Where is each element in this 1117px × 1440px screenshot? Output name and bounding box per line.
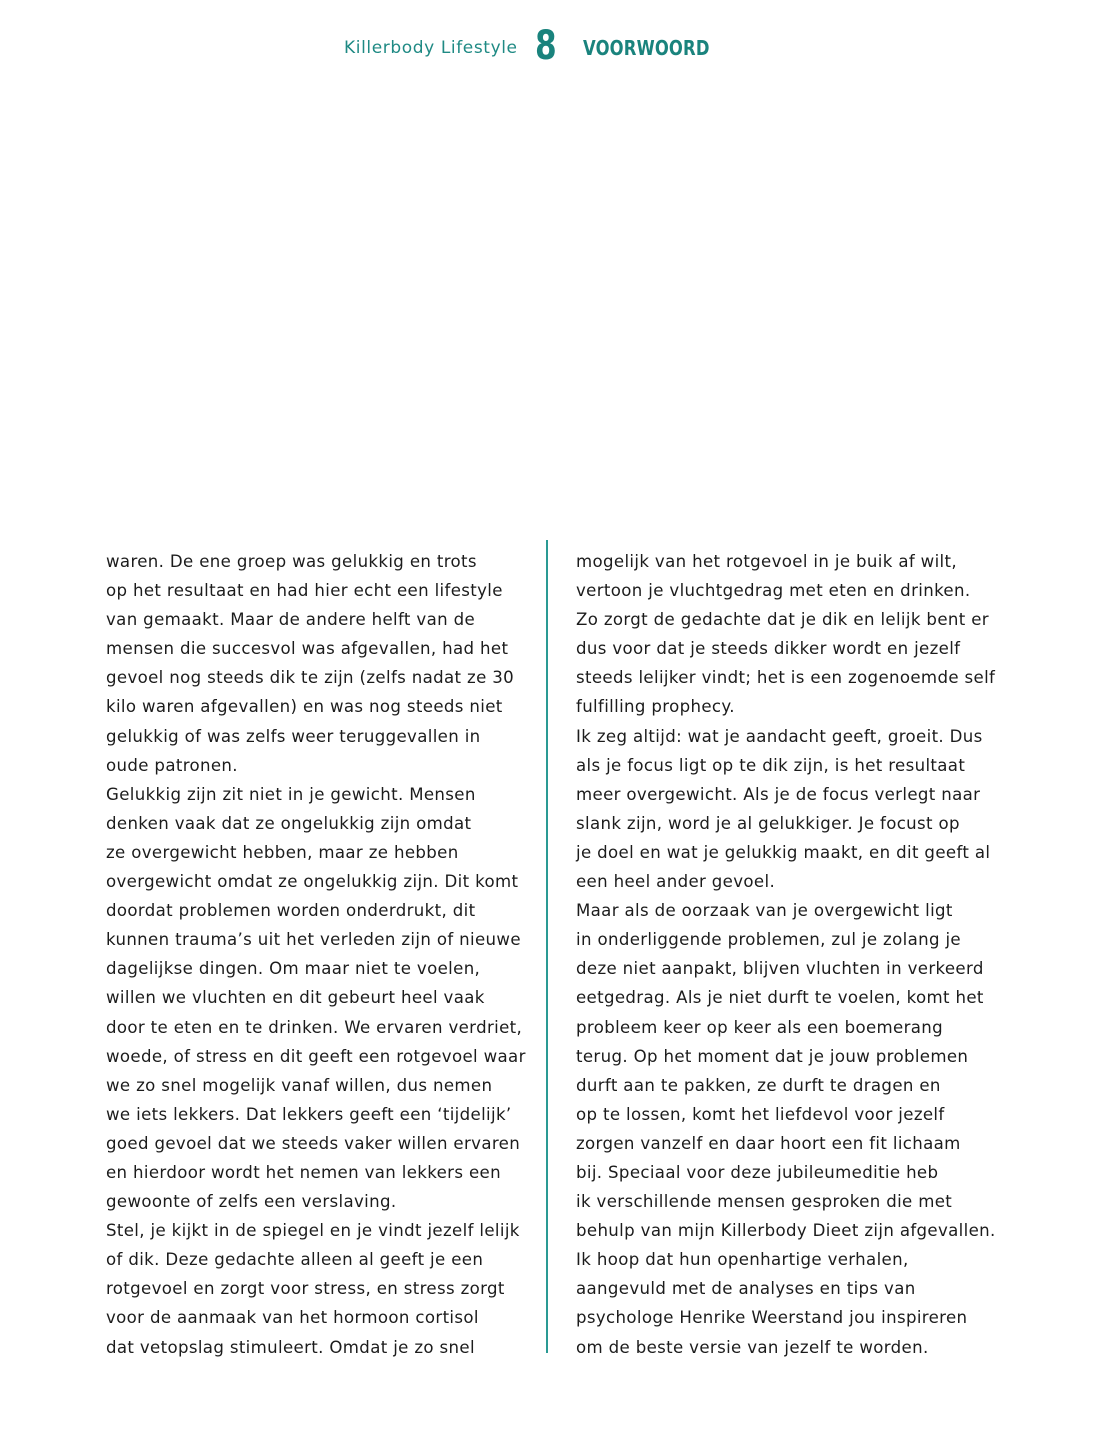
text-line: kunnen trauma’s uit het verleden zijn of nieuwe [106,930,521,950]
text-line: van gemaakt. Maar de andere helft van de [106,610,476,630]
text-line: we iets lekkers. Dat lekkers geeft een ‘tijdelijk’ [106,1104,512,1124]
text-line: Maar als de oorzaak van je overgewicht ligt [576,901,953,921]
text-line: doordat problemen worden onderdrukt, dit [106,901,476,921]
text-line: overgewicht omdat ze ongelukkig zijn. Dit komt [106,872,519,892]
running-title: Killerbody Lifestyle [344,38,518,58]
text-line: Zo zorgt de gedachte dat je dik en lelijk bent er [576,610,989,630]
left-column [106,547,526,1362]
text-line: door te eten en te drinken. We ervaren verdriet, [106,1017,523,1037]
text-line: en hierdoor wordt het nemen van lekkers een [106,1162,501,1182]
text-line: denken vaak dat ze ongelukkig zijn omdat [106,813,472,833]
text-line: deze niet aanpakt, blijven vluchten in verkeerd [576,959,984,979]
text-line: kilo waren afgevallen) en was nog steeds niet [106,697,503,717]
text-line: om de beste versie van jezelf te worden. [576,1337,929,1357]
text-line: Stel, je kijkt in de spiegel en je vindt jezelf lelijk [106,1221,520,1241]
page-header [0,24,1117,74]
text-line: op het resultaat en had hier echt een lifestyle [106,581,503,601]
text-line: terug. Op het moment dat je jouw problemen [576,1046,969,1066]
text-line: gewoonte of zelfs een verslaving. [106,1192,397,1212]
text-line: gevoel nog steeds dik te zijn (zelfs nadat ze 30 [106,668,515,688]
text-line: eetgedrag. Als je niet durft te voelen, komt het [576,988,984,1008]
text-line: Ik hoop dat hun openhartige verhalen, [576,1250,909,1270]
page-number: 8 [535,23,557,69]
text-line: goed gevoel dat we steeds vaker willen ervaren [106,1133,521,1153]
text-line: mogelijk van het rotgevoel in je buik af wilt, [576,552,957,571]
text-line: voor de aanmaak van het hormoon cortisol [106,1308,479,1328]
text-line: een heel ander gevoel. [576,872,776,892]
text-line: oude patronen. [106,755,238,775]
text-line: dagelijkse dingen. Om maar niet te voelen, [106,959,481,979]
text-line: zorgen vanzelf en daar hoort een fit lichaam [576,1133,961,1153]
text-line: we zo snel mogelijk vanaf willen, dus nemen [106,1075,493,1095]
text-line: op te lossen, komt het liefdevol voor jezelf [576,1104,945,1124]
right-column [576,547,996,1362]
text-line: Gelukkig zijn zit niet in je gewicht. Mensen [106,784,476,804]
text-line: psychologe Henrike Weerstand jou inspireren [576,1308,968,1328]
text-line: dat vetopslag stimuleert. Omdat je zo snel [106,1337,475,1357]
column-divider [546,540,548,1353]
text-line: als je focus ligt op te dik zijn, is het resultaat [576,755,966,775]
text-line: fulfilling prophecy. [576,697,735,717]
text-line: steeds lelijker vindt; het is een zogenoemde self [576,668,996,688]
text-line: dus voor dat je steeds dikker wordt en jezelf [576,639,961,659]
text-line: probleem keer op keer als een boemerang [576,1017,944,1037]
text-line: behulp van mijn Killerbody Dieet zijn afgevallen. [576,1221,996,1241]
text-line: durft aan te pakken, ze durft te dragen en [576,1075,941,1095]
text-line: willen we vluchten en dit gebeurt heel vaak [106,988,485,1008]
text-line: bij. Speciaal voor deze jubileumeditie heb [576,1162,939,1182]
text-line: mensen die succesvol was afgevallen, had het [106,639,509,659]
text-line: woede, of stress en dit geeft een rotgevoel waar [106,1046,526,1066]
text-line: meer overgewicht. Als je de focus verlegt naar [576,784,981,804]
text-line: je doel en wat je gelukkig maakt, en dit geeft al [576,842,991,862]
text-line: Ik zeg altijd: wat je aandacht geeft, groeit. Dus [576,726,983,746]
text-line: ze overgewicht hebben, maar ze hebben [106,842,459,862]
text-line: ik verschillende mensen gesproken die met [576,1192,953,1212]
section-title: VOORWOORD [583,36,710,60]
text-line: vertoon je vluchtgedrag met eten en drinken. [576,581,971,601]
text-line: in onderliggende problemen, zul je zolang je [576,930,961,950]
text-line: aangevuld met de analyses en tips van [576,1279,916,1299]
text-line: of dik. Deze gedachte alleen al geeft je een [106,1250,484,1270]
text-line: rotgevoel en zorgt voor stress, en stress zorgt [106,1279,505,1299]
text-line: waren. De ene groep was gelukkig en trots [106,552,477,571]
text-line: slank zijn, word je al gelukkiger. Je focust op [576,813,960,833]
text-line: gelukkig of was zelfs weer teruggevallen in [106,726,481,746]
